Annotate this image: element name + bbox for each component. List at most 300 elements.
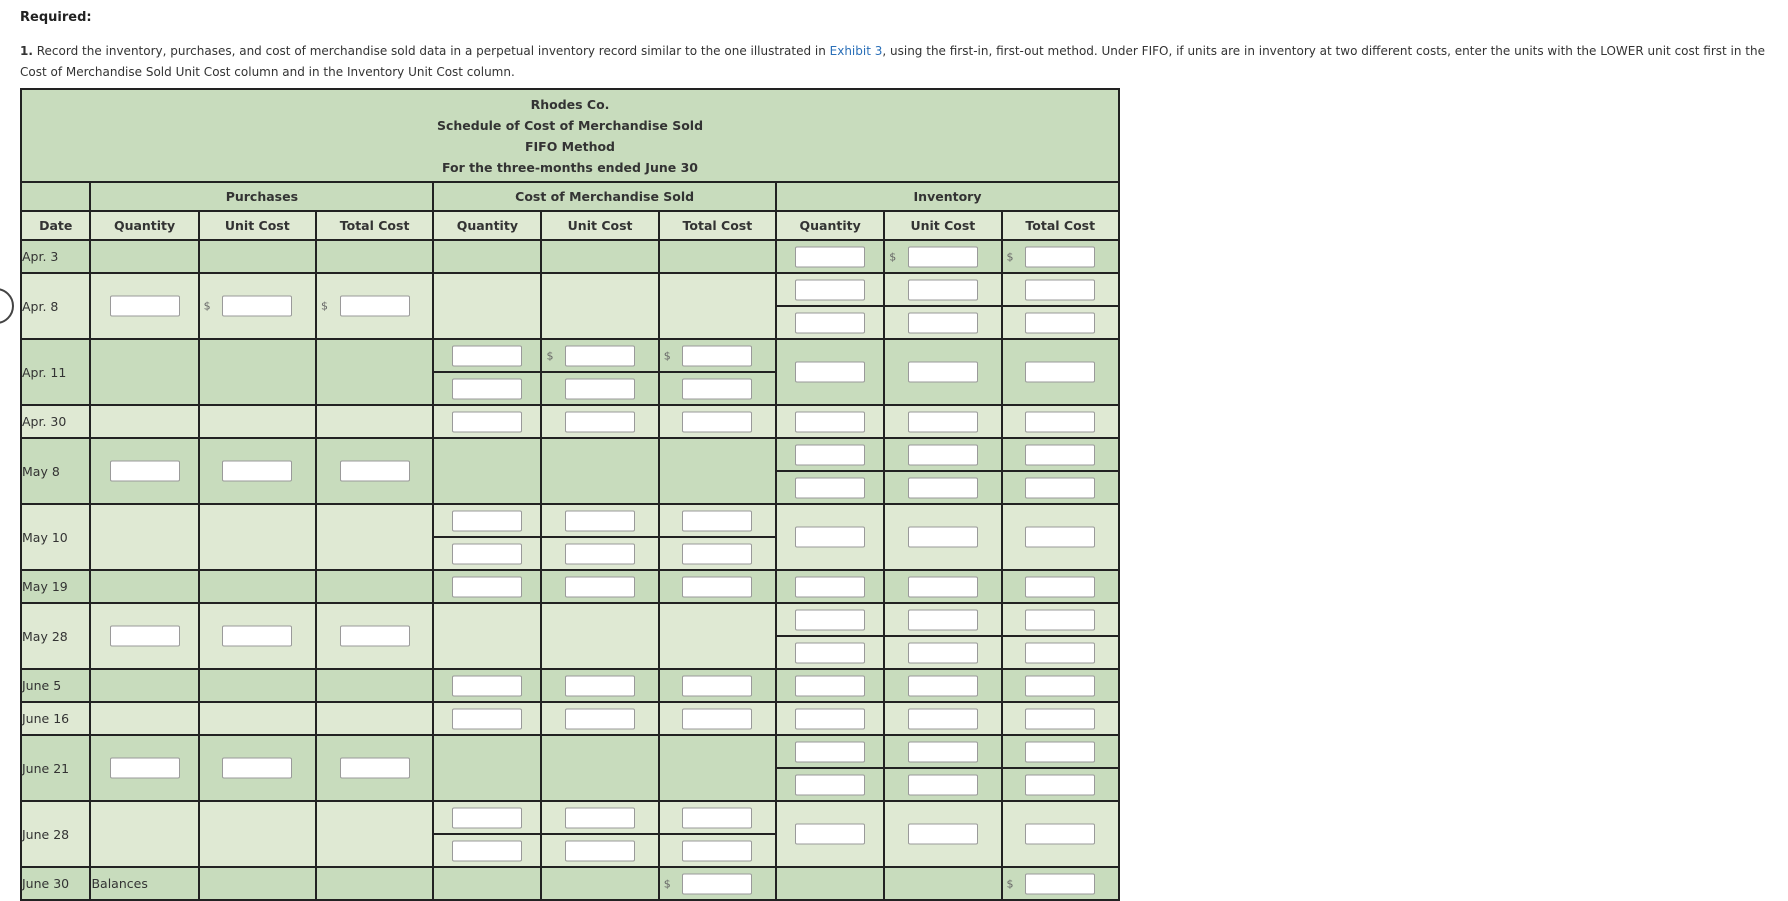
inventory-quantity-subcell (777, 604, 883, 635)
dollar-sign: $ (663, 877, 671, 890)
dollar-sign: $ (546, 349, 554, 362)
inventory-total-cost-subcell (1003, 439, 1118, 470)
purchases-unit-cost-input[interactable] (222, 461, 292, 482)
inventory-quantity-subcell (777, 470, 883, 503)
cogs-total-cost-subcell (660, 371, 775, 404)
inventory-quantity-cell (776, 801, 884, 867)
inventory-total-cost-cell (1002, 801, 1119, 867)
purchases-quantity-cell (90, 603, 198, 669)
inventory-unit-cost-input[interactable] (908, 741, 978, 762)
cogs-unit-cost-input[interactable] (565, 807, 635, 828)
empty-cell (433, 273, 541, 339)
inventory-quantity-cell (776, 669, 884, 702)
inventory-total-cost-cell (1002, 669, 1119, 702)
inventory-total-cost-input[interactable] (1025, 279, 1095, 300)
cogs-quantity-subcell (434, 802, 540, 833)
inventory-quantity-subcell (777, 305, 883, 338)
balances-label: Balances (90, 867, 198, 900)
inventory-unit-cost-subcell (885, 305, 1000, 338)
inventory-quantity-cell (776, 438, 884, 504)
inventory-quantity-input[interactable] (795, 527, 865, 548)
empty-cell (199, 702, 316, 735)
inventory-total-cost-cell (1002, 273, 1119, 339)
inventory-total-cost-input[interactable] (1025, 444, 1095, 465)
cogs-total-cost-cell (659, 339, 776, 405)
inventory-balance-total-cell (1002, 867, 1119, 900)
purchases-unit-cost-input[interactable] (222, 296, 292, 317)
inventory-quantity-input[interactable] (795, 609, 865, 630)
inventory-total-cost-input[interactable] (1025, 708, 1095, 729)
inventory-quantity-cell (776, 240, 884, 273)
inventory-unit-cost-cell (884, 603, 1001, 669)
cogs-total-cost-cell (659, 570, 776, 603)
empty-cell (199, 669, 316, 702)
inventory-quantity-cell (776, 339, 884, 405)
empty-cell (199, 801, 316, 867)
inventory-quantity-input[interactable] (795, 279, 865, 300)
inventory-unit-cost-cell (884, 438, 1001, 504)
inventory-unit-cost-input[interactable] (908, 527, 978, 548)
cogs-unit-cost-input[interactable] (565, 675, 635, 696)
inventory-total-cost-cell (1002, 570, 1119, 603)
inventory-total-cost-subcell (1003, 767, 1118, 800)
inventory-quantity-input[interactable] (795, 774, 865, 795)
empty-cell (541, 273, 658, 339)
instruction-number: 1. (20, 44, 33, 58)
cogs-total-cost-input[interactable] (682, 840, 752, 861)
inventory-unit-cost-input[interactable] (908, 444, 978, 465)
cogs-balance-total-cell (659, 867, 776, 900)
inventory-total-cost-subcell (1003, 736, 1118, 767)
cogs-total-cost-subcell (660, 536, 775, 569)
col-purch-total-cost: Total Cost (316, 211, 433, 240)
cogs-quantity-input[interactable] (452, 576, 522, 597)
cogs-total-cost-cell (659, 702, 776, 735)
row-date: May 28 (21, 603, 90, 669)
cogs-quantity-cell (433, 405, 541, 438)
inventory-total-cost-input[interactable] (1025, 246, 1095, 267)
purchases-quantity-cell (90, 735, 198, 801)
cogs-total-cost-input[interactable] (682, 576, 752, 597)
cogs-quantity-cell (433, 669, 541, 702)
cogs-unit-cost-cell (541, 504, 658, 570)
cogs-total-cost-input[interactable] (682, 345, 752, 366)
required-label: Required: (20, 10, 92, 25)
dollar-sign: $ (203, 299, 211, 313)
inventory-quantity-input[interactable] (795, 312, 865, 333)
cogs-unit-cost-input[interactable] (565, 708, 635, 729)
inventory-total-cost-cell (1002, 603, 1119, 669)
row-date: June 16 (21, 702, 90, 735)
empty-cell (433, 438, 541, 504)
cogs-quantity-input[interactable] (452, 708, 522, 729)
inventory-unit-cost-cell (884, 735, 1001, 801)
empty-cell (199, 240, 316, 273)
cogs-quantity-input[interactable] (452, 807, 522, 828)
group-purchases: Purchases (90, 182, 433, 211)
inventory-quantity-cell (776, 702, 884, 735)
cogs-total-cost-cell (659, 504, 776, 570)
row-date: May 8 (21, 438, 90, 504)
col-inv-quantity: Quantity (776, 211, 884, 240)
cogs-unit-cost-input[interactable] (565, 411, 635, 432)
inventory-quantity-subcell (777, 767, 883, 800)
purchases-unit-cost-input[interactable] (222, 626, 292, 647)
inventory-quantity-input[interactable] (795, 411, 865, 432)
inventory-total-cost-input[interactable] (1025, 774, 1095, 795)
inventory-unit-cost-input[interactable] (908, 675, 978, 696)
table-row (21, 669, 1119, 702)
inventory-unit-cost-subcell (885, 736, 1000, 767)
purchases-quantity-input[interactable] (110, 461, 180, 482)
empty-cell (541, 438, 658, 504)
empty-cell (659, 735, 776, 801)
empty-cell (659, 273, 776, 339)
schedule-heading (21, 89, 1119, 182)
purchases-total-cost-cell (316, 438, 433, 504)
table-row (21, 240, 1119, 273)
col-purch-quantity: Quantity (90, 211, 198, 240)
inventory-balance-total-input[interactable] (1025, 873, 1095, 894)
instruction-text-1: Record the inventory, purchases, and cost of merchandise sold data in a perpetual inventory record similar to the one illustrated in (32, 44, 830, 58)
purchases-unit-cost-cell (199, 273, 316, 339)
row-date: May 10 (21, 504, 90, 570)
empty-cell (199, 570, 316, 603)
empty-cell (541, 240, 658, 273)
purchases-quantity-cell (90, 438, 198, 504)
inventory-unit-cost-cell (884, 240, 1001, 273)
inventory-total-cost-cell (1002, 504, 1119, 570)
inventory-total-cost-input[interactable] (1025, 477, 1095, 498)
inventory-quantity-cell (776, 504, 884, 570)
purchases-total-cost-input[interactable] (340, 758, 410, 779)
table-row (21, 801, 1119, 867)
inventory-unit-cost-cell (884, 801, 1001, 867)
col-inv-total-cost: Total Cost (1002, 211, 1119, 240)
empty-cell (199, 504, 316, 570)
dollar-sign: $ (1006, 877, 1014, 890)
purchases-quantity-input[interactable] (110, 626, 180, 647)
cogs-unit-cost-cell (541, 669, 658, 702)
cogs-unit-cost-input[interactable] (565, 576, 635, 597)
empty-cell (316, 570, 433, 603)
col-date: Date (21, 211, 90, 240)
empty-cell (659, 603, 776, 669)
cogs-total-cost-input[interactable] (682, 378, 752, 399)
cogs-total-cost-input[interactable] (682, 411, 752, 432)
dollar-sign: $ (1006, 250, 1014, 263)
inventory-quantity-input[interactable] (795, 708, 865, 729)
inventory-quantity-subcell (777, 439, 883, 470)
cogs-unit-cost-cell (541, 339, 658, 405)
row-date: Apr. 3 (21, 240, 90, 273)
instruction-text-2: , using the first-in, first-out method. Under FIFO, if units are in inventory at two different costs, enter the units with the LOWER unit cost first in the Cost of Merchandise Sold Unit Cost column and in the Inventory Unit Cost column. (20, 44, 1765, 79)
col-purch-unit-cost: Unit Cost (199, 211, 316, 240)
table-row (21, 702, 1119, 735)
company-name: Rhodes Co. (530, 96, 610, 112)
row-date: Apr. 8 (21, 273, 90, 339)
inventory-total-cost-input[interactable] (1025, 527, 1095, 548)
cogs-total-cost-input[interactable] (682, 807, 752, 828)
empty-cell (541, 867, 658, 900)
inventory-unit-cost-cell (884, 273, 1001, 339)
inventory-unit-cost-input[interactable] (908, 312, 978, 333)
cogs-total-cost-cell (659, 669, 776, 702)
inventory-unit-cost-input[interactable] (908, 576, 978, 597)
dollar-sign: $ (889, 250, 897, 263)
cogs-total-cost-input[interactable] (682, 543, 752, 564)
empty-cell (541, 603, 658, 669)
empty-cell (541, 735, 658, 801)
inventory-total-cost-input[interactable] (1025, 824, 1095, 845)
row-date: June 5 (21, 669, 90, 702)
inventory-unit-cost-cell (884, 669, 1001, 702)
inventory-total-cost-input[interactable] (1025, 642, 1095, 663)
empty-cell (884, 867, 1001, 900)
purchases-quantity-input[interactable] (110, 296, 180, 317)
inventory-quantity-input[interactable] (795, 675, 865, 696)
cogs-unit-cost-subcell (542, 536, 657, 569)
row-date: Apr. 11 (21, 339, 90, 405)
inventory-total-cost-input[interactable] (1025, 312, 1095, 333)
table-row (21, 273, 1119, 339)
inventory-quantity-input[interactable] (795, 642, 865, 663)
empty-cell (316, 669, 433, 702)
inventory-total-cost-cell (1002, 339, 1119, 405)
group-cogs: Cost of Merchandise Sold (433, 182, 776, 211)
inventory-quantity-input[interactable] (795, 741, 865, 762)
group-inventory: Inventory (776, 182, 1119, 211)
cogs-total-cost-input[interactable] (682, 708, 752, 729)
cogs-quantity-subcell (434, 505, 540, 536)
inventory-unit-cost-input[interactable] (908, 411, 978, 432)
inventory-unit-cost-input[interactable] (908, 477, 978, 498)
inventory-unit-cost-input[interactable] (908, 362, 978, 383)
row-date: Apr. 30 (21, 405, 90, 438)
schedule-method: FIFO Method (524, 138, 616, 154)
empty-cell (90, 405, 198, 438)
empty-cell (316, 801, 433, 867)
inventory-unit-cost-subcell (885, 439, 1000, 470)
row-date: June 30 (21, 867, 90, 900)
cogs-unit-cost-subcell (542, 371, 657, 404)
empty-cell (90, 702, 198, 735)
schedule-title: Schedule of Cost of Merchandise Sold (436, 117, 704, 133)
cogs-quantity-subcell (434, 536, 540, 569)
inventory-total-cost-input[interactable] (1025, 576, 1095, 597)
cogs-quantity-cell (433, 339, 541, 405)
empty-cell (316, 240, 433, 273)
table-row (21, 735, 1119, 801)
col-cogs-quantity: Quantity (433, 211, 541, 240)
inventory-unit-cost-subcell (885, 470, 1000, 503)
cogs-quantity-input[interactable] (452, 510, 522, 531)
cogs-total-cost-subcell (660, 340, 775, 371)
empty-cell (90, 339, 198, 405)
inventory-total-cost-cell (1002, 735, 1119, 801)
row-date: June 28 (21, 801, 90, 867)
cogs-balance-total-input[interactable] (682, 873, 752, 894)
cogs-unit-cost-input[interactable] (565, 543, 635, 564)
inventory-quantity-cell (776, 603, 884, 669)
inventory-total-cost-subcell (1003, 274, 1118, 305)
cogs-quantity-subcell (434, 833, 540, 866)
inventory-quantity-input[interactable] (795, 362, 865, 383)
empty-cell (659, 438, 776, 504)
empty-cell (316, 339, 433, 405)
cogs-unit-cost-input[interactable] (565, 510, 635, 531)
inventory-total-cost-subcell (1003, 604, 1118, 635)
empty-cell (90, 504, 198, 570)
empty-cell (433, 867, 541, 900)
empty-cell (316, 867, 433, 900)
inventory-total-cost-subcell (1003, 470, 1118, 503)
cogs-quantity-input[interactable] (452, 378, 522, 399)
inventory-total-cost-input[interactable] (1025, 675, 1095, 696)
col-cogs-unit-cost: Unit Cost (541, 211, 658, 240)
cogs-unit-cost-cell (541, 570, 658, 603)
exhibit-3-link[interactable]: Exhibit 3 (829, 44, 883, 58)
empty-cell (316, 504, 433, 570)
purchases-total-cost-cell (316, 603, 433, 669)
inventory-unit-cost-input[interactable] (908, 642, 978, 663)
cogs-unit-cost-subcell (542, 802, 657, 833)
purchases-unit-cost-cell (199, 438, 316, 504)
schedule-period: For the three-months ended June 30 (442, 159, 698, 175)
col-inv-unit-cost: Unit Cost (884, 211, 1001, 240)
table-row (21, 867, 1119, 900)
cogs-quantity-input[interactable] (452, 345, 522, 366)
cogs-unit-cost-cell (541, 405, 658, 438)
inventory-total-cost-cell (1002, 405, 1119, 438)
cogs-unit-cost-input[interactable] (565, 378, 635, 399)
cogs-total-cost-subcell (660, 833, 775, 866)
cogs-unit-cost-subcell (542, 505, 657, 536)
empty-cell (90, 801, 198, 867)
empty-cell (316, 405, 433, 438)
cogs-quantity-input[interactable] (452, 543, 522, 564)
inventory-unit-cost-input[interactable] (908, 708, 978, 729)
inventory-total-cost-cell (1002, 240, 1119, 273)
empty-cell (90, 570, 198, 603)
cogs-total-cost-input[interactable] (682, 510, 752, 531)
instructions (20, 41, 1788, 83)
cogs-unit-cost-subcell (542, 340, 657, 371)
inventory-unit-cost-subcell (885, 604, 1000, 635)
inventory-total-cost-input[interactable] (1025, 411, 1095, 432)
table-row (21, 405, 1119, 438)
inventory-quantity-cell (776, 570, 884, 603)
purchases-total-cost-input[interactable] (340, 626, 410, 647)
inventory-quantity-cell (776, 273, 884, 339)
cogs-quantity-cell (433, 504, 541, 570)
empty-cell (659, 240, 776, 273)
inventory-unit-cost-input[interactable] (908, 246, 978, 267)
inventory-total-cost-cell (1002, 702, 1119, 735)
purchases-unit-cost-input[interactable] (222, 758, 292, 779)
inventory-total-cost-input[interactable] (1025, 362, 1095, 383)
dollar-sign: $ (663, 349, 671, 362)
table-row (21, 339, 1119, 405)
inventory-quantity-subcell (777, 274, 883, 305)
empty-cell (199, 339, 316, 405)
inventory-quantity-input[interactable] (795, 444, 865, 465)
inventory-unit-cost-cell (884, 702, 1001, 735)
inventory-unit-cost-cell (884, 339, 1001, 405)
cogs-unit-cost-input[interactable] (565, 345, 635, 366)
empty-cell (433, 240, 541, 273)
purchases-unit-cost-cell (199, 603, 316, 669)
cogs-total-cost-input[interactable] (682, 675, 752, 696)
inventory-quantity-input[interactable] (795, 576, 865, 597)
cogs-quantity-subcell (434, 340, 540, 371)
inventory-total-cost-input[interactable] (1025, 609, 1095, 630)
inventory-unit-cost-cell (884, 570, 1001, 603)
empty-cell (776, 867, 884, 900)
col-cogs-total-cost: Total Cost (659, 211, 776, 240)
schedule-table (20, 88, 1120, 901)
cogs-quantity-input[interactable] (452, 840, 522, 861)
inventory-unit-cost-cell (884, 405, 1001, 438)
inventory-unit-cost-subcell (885, 767, 1000, 800)
purchases-total-cost-input[interactable] (340, 296, 410, 317)
empty-cell (199, 405, 316, 438)
inventory-quantity-input[interactable] (795, 477, 865, 498)
cogs-total-cost-subcell (660, 802, 775, 833)
table-row (21, 603, 1119, 669)
purchases-total-cost-input[interactable] (340, 461, 410, 482)
row-date: May 19 (21, 570, 90, 603)
inventory-quantity-input[interactable] (795, 824, 865, 845)
cogs-unit-cost-cell (541, 801, 658, 867)
table-row (21, 570, 1119, 603)
cogs-quantity-input[interactable] (452, 675, 522, 696)
cogs-unit-cost-input[interactable] (565, 840, 635, 861)
inventory-quantity-input[interactable] (795, 246, 865, 267)
inventory-quantity-subcell (777, 635, 883, 668)
cogs-quantity-cell (433, 570, 541, 603)
table-row (21, 504, 1119, 570)
inventory-unit-cost-input[interactable] (908, 824, 978, 845)
purchases-total-cost-cell (316, 735, 433, 801)
inventory-unit-cost-input[interactable] (908, 279, 978, 300)
row-date: June 21 (21, 735, 90, 801)
cogs-unit-cost-subcell (542, 833, 657, 866)
group-blank (21, 182, 90, 211)
cogs-quantity-cell (433, 702, 541, 735)
empty-cell (199, 867, 316, 900)
inventory-total-cost-input[interactable] (1025, 741, 1095, 762)
scroll-circle-indicator (0, 288, 14, 324)
empty-cell (316, 702, 433, 735)
empty-cell (433, 735, 541, 801)
purchases-unit-cost-cell (199, 735, 316, 801)
inventory-quantity-cell (776, 405, 884, 438)
inventory-unit-cost-input[interactable] (908, 609, 978, 630)
cogs-total-cost-subcell (660, 505, 775, 536)
purchases-quantity-input[interactable] (110, 758, 180, 779)
empty-cell (90, 669, 198, 702)
dollar-sign: $ (320, 299, 328, 313)
inventory-quantity-subcell (777, 736, 883, 767)
inventory-total-cost-subcell (1003, 305, 1118, 338)
cogs-quantity-cell (433, 801, 541, 867)
inventory-total-cost-cell (1002, 438, 1119, 504)
purchases-quantity-cell (90, 273, 198, 339)
cogs-quantity-input[interactable] (452, 411, 522, 432)
inventory-unit-cost-input[interactable] (908, 774, 978, 795)
inventory-total-cost-subcell (1003, 635, 1118, 668)
